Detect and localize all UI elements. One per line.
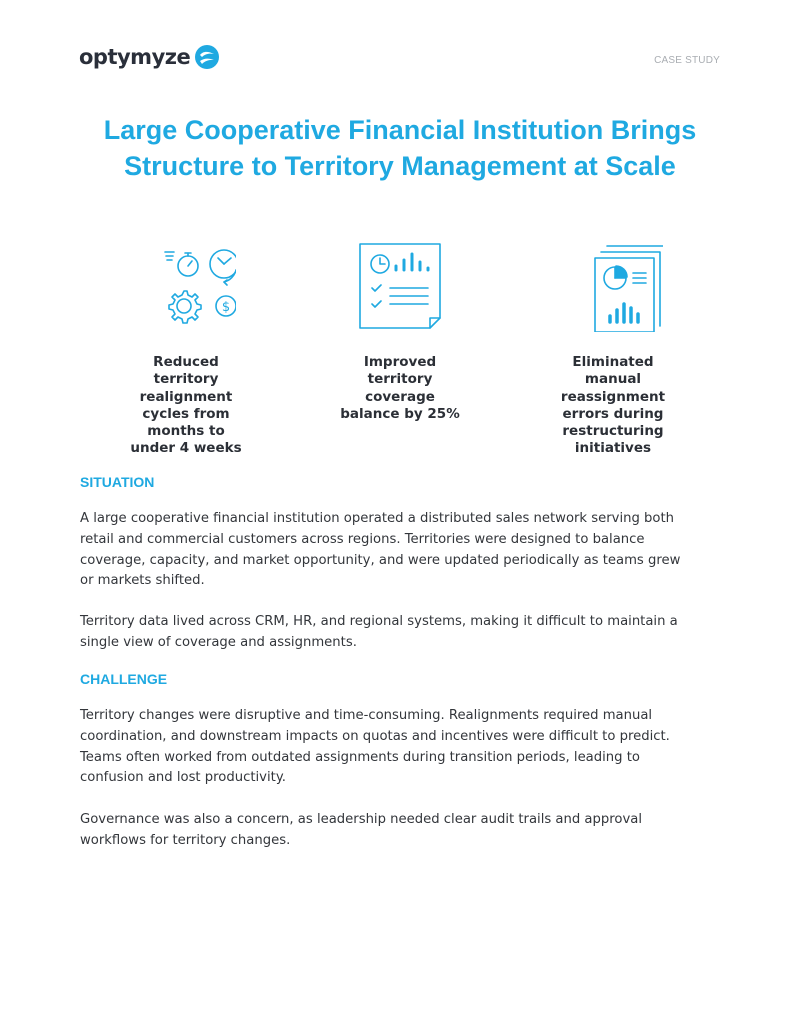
situation-heading: SITUATION bbox=[80, 474, 155, 490]
time-efficiency-icon bbox=[136, 240, 236, 332]
page-header bbox=[0, 0, 800, 90]
page-title: Large Cooperative Financial Institution Brings Structure to Territory Management at Scale bbox=[103, 115, 697, 181]
challenge-paragraph-2: Governance was also a concern, as leadership needed clear audit trails and approval workflows for territory changes. bbox=[80, 812, 642, 848]
stat-item bbox=[116, 240, 256, 458]
brand-name: optymyze bbox=[79, 45, 191, 69]
coverage-report-icon bbox=[350, 240, 450, 332]
situation-paragraph-2: Territory data lived across CRM, HR, and regional systems, making it difficult to maintain a single view of coverage and assignments. bbox=[80, 614, 678, 650]
brand-mark-icon bbox=[194, 44, 220, 70]
document-type-label: CASE STUDY bbox=[654, 55, 720, 66]
challenge-paragraph-1: Territory changes were disruptive and time-consuming. Realignments required manual coordination, and downstream impacts on quotas and incentives were difficult to predict. Teams often worked from outdated assignments during transition periods, leading to confusion and lost productivity. bbox=[80, 708, 670, 786]
svg-text:$: $ bbox=[221, 300, 231, 315]
challenge-heading: CHALLENGE bbox=[80, 671, 168, 687]
situation-paragraph-1: A large cooperative financial institution operated a distributed sales network serving both retail and commercial customers across regions. Territories were designed to balance coverage, capacity, and market opportunity, and were updated periodically as teams grew or markets shifted. bbox=[80, 511, 681, 589]
stat-item bbox=[543, 240, 683, 458]
stat-text: Eliminated manual reassignment errors during restructuring initiatives bbox=[560, 354, 666, 457]
stat-text: Improved territory coverage balance by 25% bbox=[340, 354, 460, 422]
documents-chart-icon bbox=[563, 240, 663, 332]
brand-logo bbox=[79, 44, 220, 70]
stat-text: Reduced territory realignment cycles from months to under 4 weeks bbox=[130, 354, 242, 457]
key-results bbox=[0, 240, 800, 460]
stat-item bbox=[330, 240, 470, 423]
